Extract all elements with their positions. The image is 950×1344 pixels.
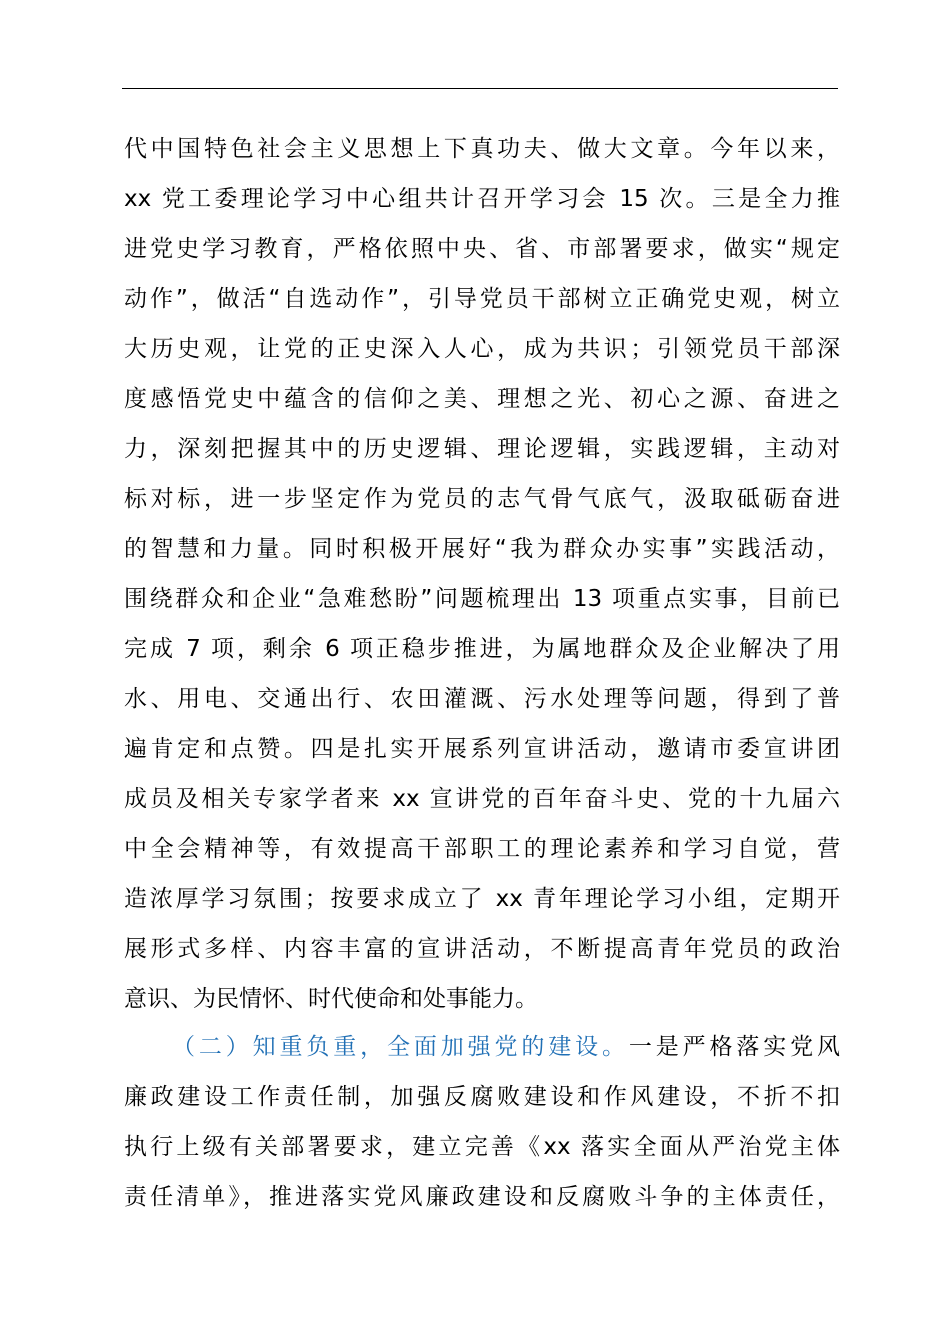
body-line: 展形式多样、内容丰富的宣讲活动，不断提高青年党员的政治 (124, 936, 840, 962)
body-line: 力，深刻把握其中的历史逻辑、理论逻辑，实践逻辑，主动对 (124, 436, 840, 462)
body-line: 造浓厚学习氛围；按要求成立了 xx 青年理论学习小组，定期开 (124, 886, 840, 912)
section-2-first-line (172, 1027, 840, 1067)
header-rule (122, 88, 838, 89)
body-line: 大历史观，让党的正史深入人心，成为共识；引领党员干部深 (124, 336, 840, 362)
body-line: 动作”，做活“自选动作”，引导党员干部树立正确党史观，树立 (124, 286, 840, 312)
body-line: 围绕群众和企业“急难愁盼”问题梳理出 13 项重点实事，目前已 (124, 586, 840, 612)
body-line: 完成 7 项，剩余 6 项正稳步推进，为属地群众及企业解决了用 (124, 636, 840, 662)
body-line: 的智慧和力量。同时积极开展好“我为群众办实事”实践活动， (124, 536, 840, 562)
body-line: 进党史学习教育，严格依照中央、省、市部署要求，做实“规定 (124, 236, 840, 262)
body-line: 中全会精神等，有效提高干部职工的理论素养和学习自觉，营 (124, 836, 840, 862)
body-line: xx 党工委理论学习中心组共计召开学习会 15 次。三是全力推 (124, 186, 840, 212)
body-line: 责任清单》，推进落实党风廉政建设和反腐败斗争的主体责任， (124, 1184, 840, 1210)
body-line: 执行上级有关部署要求，建立完善《xx 落实全面从严治党主体 (124, 1134, 840, 1160)
body-line: 标对标，进一步坚定作为党员的志气骨气底气，汲取砥砺奋进 (124, 486, 840, 512)
body-line: 度感悟党史中蕴含的信仰之美、理想之光、初心之源、奋进之 (124, 386, 840, 412)
body-line: 廉政建设工作责任制，加强反腐败建设和作风建设，不折不扣 (124, 1084, 840, 1110)
body-line: 水、用电、交通出行、农田灌溉、污水处理等问题，得到了普 (124, 686, 840, 712)
body-line: 遍肯定和点赞。四是扎实开展系列宣讲活动，邀请市委宣讲团 (124, 736, 840, 762)
body-line: 意识、为民情怀、时代使命和处事能力。 (124, 986, 538, 1012)
section-2-first-line-text: 一是严格落实党风 (628, 1034, 840, 1060)
body-line: 成员及相关专家学者来 xx 宣讲党的百年奋斗史、党的十九届六 (124, 786, 840, 812)
body-line: 代中国特色社会主义思想上下真功夫、做大文章。今年以来， (124, 136, 840, 162)
section-2-heading: （二）知重负重，全面加强党的建设。 (172, 1034, 629, 1060)
